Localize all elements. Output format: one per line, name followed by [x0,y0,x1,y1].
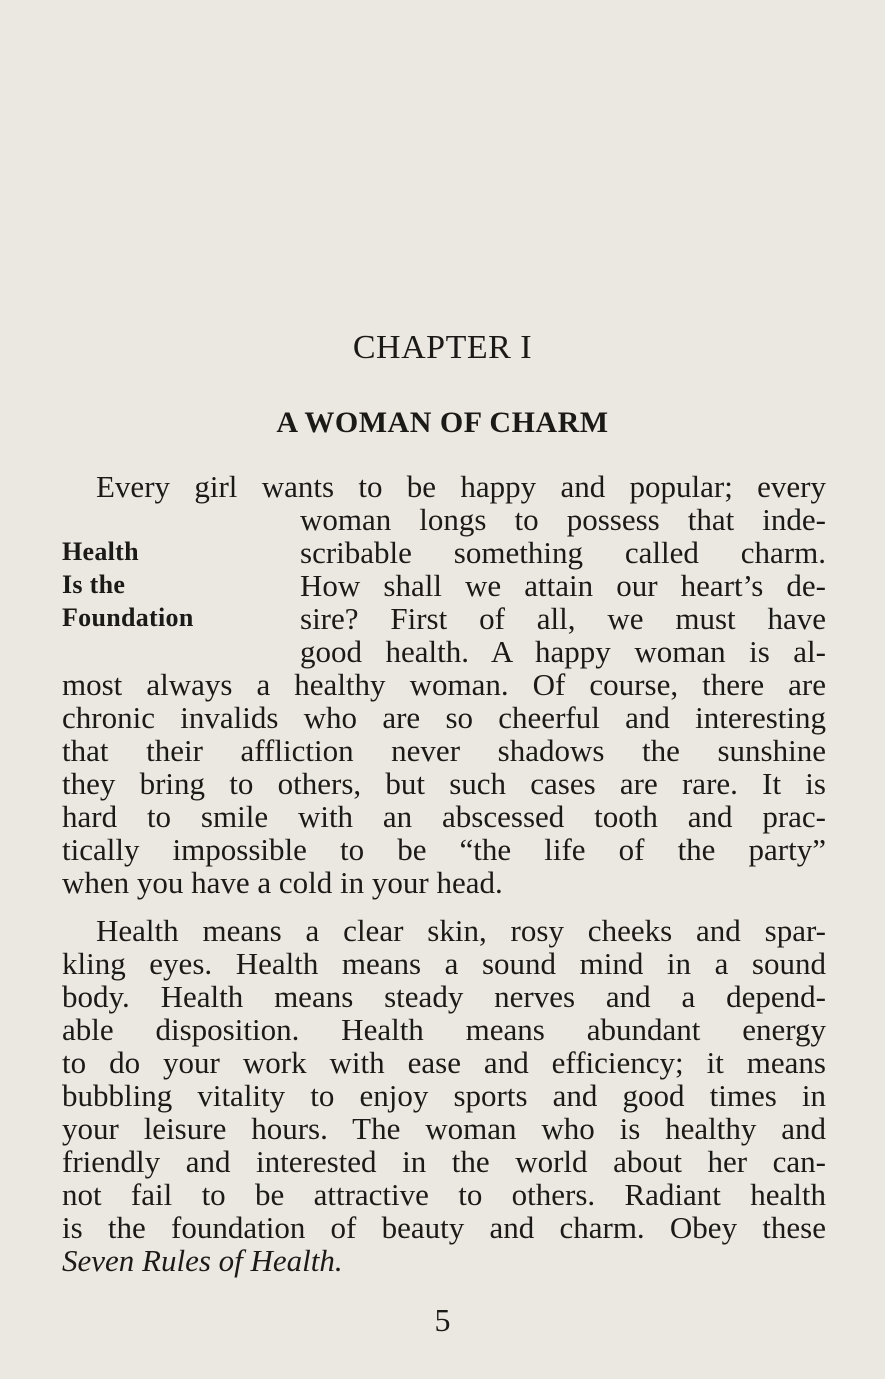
text-line: that their affliction never shadows the sunshine [62,733,826,768]
text-line: able disposition. Health means abundant energy [62,1012,826,1047]
text-line: hard to smile with an abscessed tooth and prac- [62,799,826,834]
text-line: is the foundation of beauty and charm. Obey these [62,1210,826,1245]
text-line: chronic invalids who are so cheerful and interesting [62,700,826,735]
text-line: woman longs to possess that inde- [300,502,826,537]
text-line: not fail to be attractive to others. Radiant health [62,1177,826,1212]
margin-note-line: Is the [62,570,126,599]
text-line: to do your work with ease and efficiency; it means [62,1045,826,1080]
chapter-heading: CHAPTER I [352,329,533,366]
text-line: sire? First of all, we must have [300,601,826,636]
text-line: when you have a cold in your head. [62,865,503,900]
text-line: your leisure hours. The woman who is healthy and [62,1111,826,1146]
text-line: friendly and interested in the world about her can- [62,1144,826,1179]
text-line: body. Health means steady nerves and a depend- [62,979,826,1014]
margin-note-line: Foundation [62,603,194,632]
text-line: bubbling vitality to enjoy sports and good times in [62,1078,826,1113]
page-number: 5 [434,1302,451,1338]
text-line: How shall we attain our heart’s de- [300,568,826,603]
text-line: they bring to others, but such cases are rare. It is [62,766,826,801]
margin-note-line: Health [62,537,139,566]
text-line: kling eyes. Health means a sound mind in a sound [62,946,826,981]
text-line: tically impossible to be “the life of the party” [62,832,826,867]
text-line: Every girl wants to be happy and popular; every [96,469,826,504]
seven-rules-reference: Seven Rules of Health. [62,1243,343,1278]
text-line: scribable something called charm. [300,535,826,570]
chapter-title: A WOMAN OF CHARM [276,406,609,439]
text-line: Health means a clear skin, rosy cheeks and spar- [96,913,826,948]
text-line: good health. A happy woman is al- [300,634,826,669]
text-line: most always a healthy woman. Of course, there are [62,667,826,702]
